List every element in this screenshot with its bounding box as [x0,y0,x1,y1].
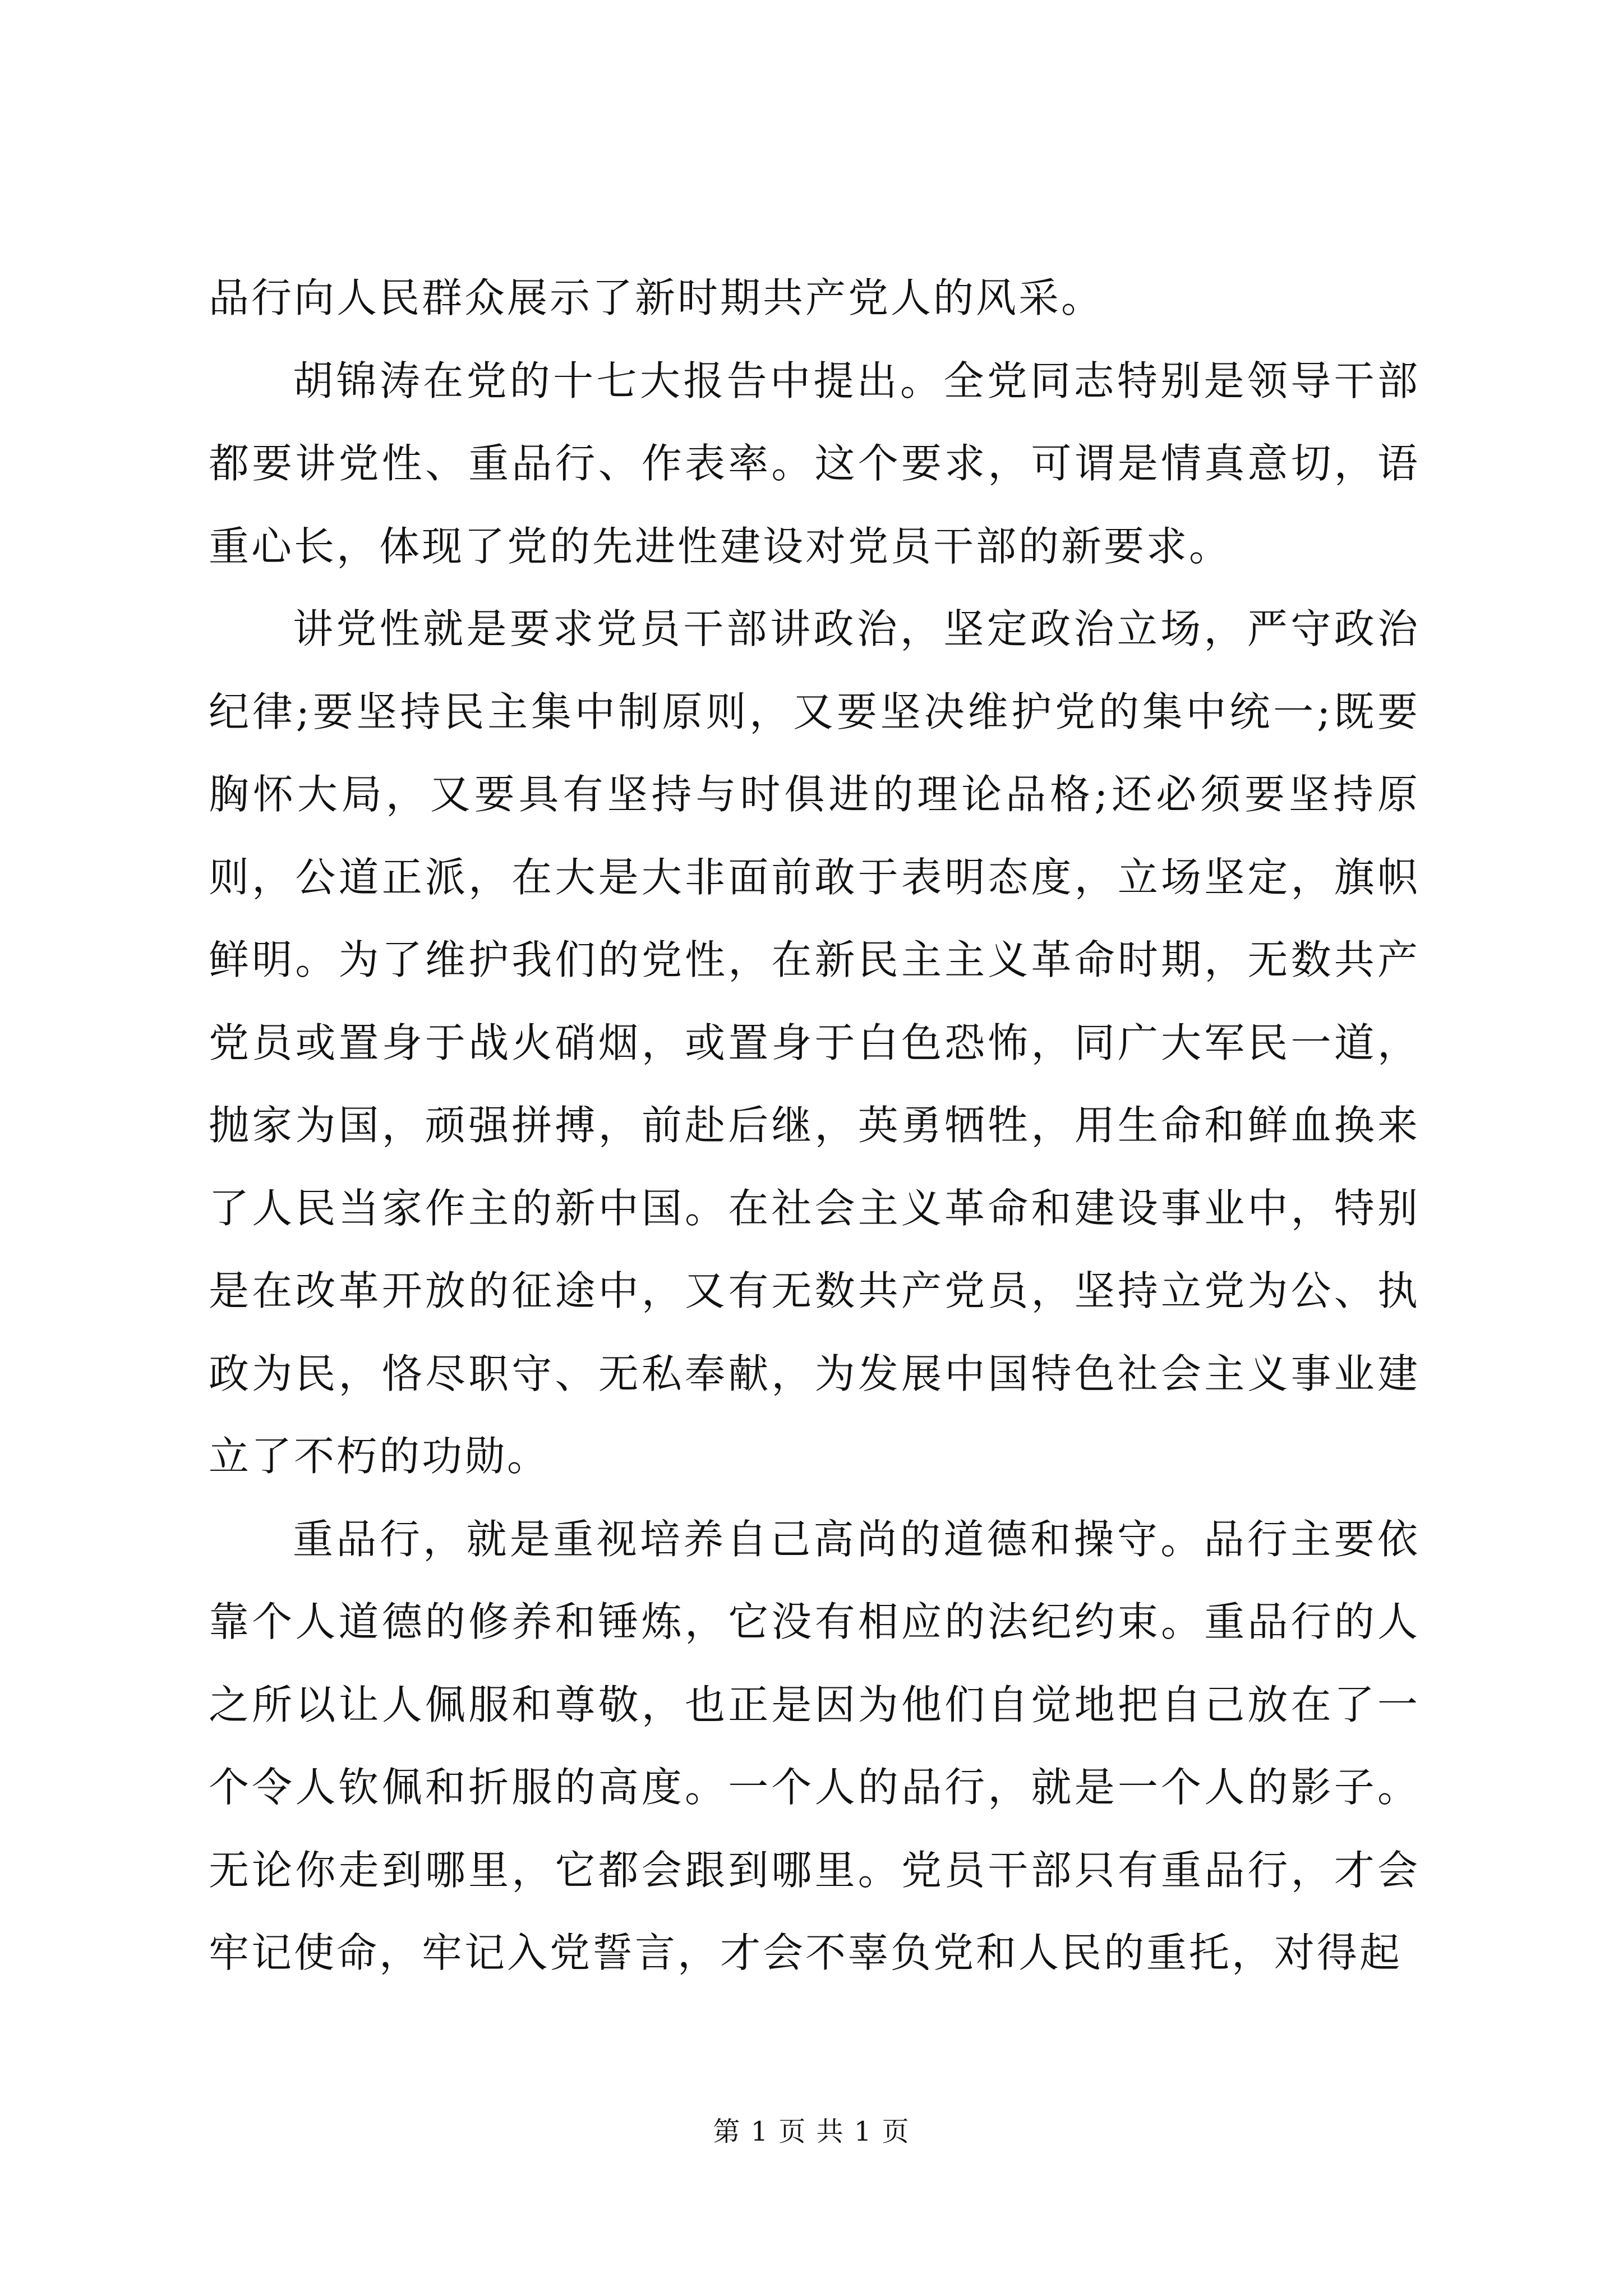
paragraph: 品行向人民群众展示了新时期共产党人的风采。 [209,274,1104,321]
document-body [209,257,1420,1995]
paragraph: 重品行，就是重视培养自己高尚的道德和操守。品行主要依靠个人道德的修养和锤炼，它没有相应的法纪约束。重品行的人之所以让人佩服和尊敬，也正是因为他们自觉地把自己放在了一个令人钦佩和折服的高度。一个人的品行，就是一个人的影子。无论你走到哪里，它都会跟到哪里。党员干部只有重品行，才会牢记使命，牢记入党誓言，才会不辜负党和人民的重托，对得起 [209,1515,1420,1976]
paragraph: 讲党性就是要求党员干部讲政治，坚定政治立场，严守政治纪律;要坚持民主集中制原则，又要坚决维护党的集中统一;既要胸怀大局，又要具有坚持与时俱进的理论品格;还必须要坚持原则，公道正派，在大是大非面前敢于表明态度，立场坚定，旗帜鲜明。为了维护我们的党性，在新民主主义革命时期，无数共产党员或置身于战火硝烟，或置身于白色恐怖，同广大军民一道，抛家为国，顽强拼搏，前赴后继，英勇牺牲，用生命和鲜血换来了人民当家作主的新中国。在社会主义革命和建设事业中，特别是在改革开放的征途中，又有无数共产党员，坚持立党为公、执政为民，恪尽职守、无私奉献，为发展中国特色社会主义事业建立了不朽的功勋。 [209,605,1420,1480]
paragraph: 胡锦涛在党的十七大报告中提出。全党同志特别是领导干部都要讲党性、重品行、作表率。这个要求，可谓是情真意切，语重心长，体现了党的先进性建设对党员干部的新要求。 [209,357,1420,570]
page-number-footer: 第 1 页 共 1 页 [713,2116,910,2147]
